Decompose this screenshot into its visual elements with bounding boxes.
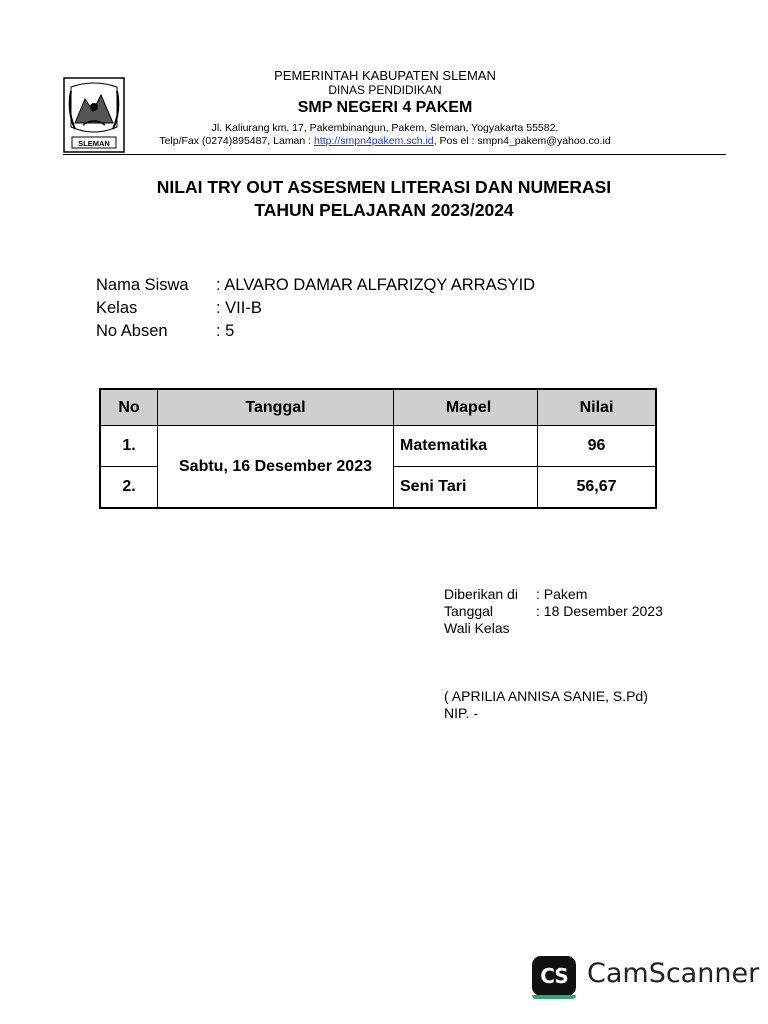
school-contact — [135, 135, 635, 147]
contact-prefix: Telp/Fax (0274)895487, Laman : — [159, 135, 312, 147]
contact-suffix: , Pos el : smpn4_pakem@yahoo.co.id — [433, 135, 611, 147]
date-label: Tanggal — [444, 603, 494, 619]
school-address: Jl. Kaliurang km. 17, Pakembinangun, Pakem, Sleman, Yogyakarta 55582. — [211, 122, 559, 134]
teacher-name: ( APRILIA ANNISA SANIE, S.Pd) — [444, 688, 648, 704]
student-name-label: Nama Siswa — [96, 276, 189, 294]
exam-date: Sabtu, 16 Desember 2023 — [158, 426, 394, 509]
website-link[interactable]: http://smpn4pakem.sch.id — [314, 135, 434, 147]
grades-table — [99, 388, 657, 509]
row-no: 1. — [100, 426, 158, 467]
place-label: Diberikan di — [444, 586, 518, 602]
student-name-value: : ALVARO DAMAR ALFARIZQY ARRASYID — [216, 276, 536, 294]
row-subject: Seni Tari — [394, 467, 538, 509]
class-label: Kelas — [96, 299, 138, 317]
role-label: Wali Kelas — [444, 620, 510, 636]
teacher-nip: NIP. - — [444, 705, 478, 721]
document-title: NILAI TRY OUT ASSESMEN LITERASI DAN NUMERASI — [156, 177, 612, 197]
sleman-emblem-logo — [63, 77, 125, 153]
row-score: 96 — [538, 426, 657, 467]
header-tanggal: Tanggal — [158, 389, 394, 426]
school-name: SMP NEGERI 4 PAKEM — [297, 99, 473, 116]
table-header-row — [100, 389, 656, 426]
class-value: : VII-B — [216, 299, 262, 317]
row-no: 2. — [100, 467, 158, 509]
logo-caption: SLEMAN — [78, 139, 110, 148]
place-value: : Pakem — [536, 586, 588, 602]
header-nilai: Nilai — [538, 389, 657, 426]
department-name: DINAS PENDIDIKAN — [328, 83, 442, 97]
row-subject: Matematika — [394, 426, 538, 467]
row-score: 56,67 — [538, 467, 657, 509]
absen-value: : 5 — [216, 322, 235, 340]
header-mapel: Mapel — [394, 389, 538, 426]
camscanner-logo-icon: CS — [532, 956, 576, 996]
table-row — [100, 426, 656, 467]
document-subtitle: TAHUN PELAJARAN 2023/2024 — [254, 200, 514, 220]
government-name: PEMERINTAH KABUPATEN SLEMAN — [274, 68, 496, 83]
date-value: : 18 Desember 2023 — [536, 603, 663, 619]
header-no: No — [100, 389, 158, 426]
camscanner-watermark-text: CamScanner — [587, 958, 760, 989]
absen-label: No Absen — [96, 322, 168, 340]
letterhead-divider — [63, 154, 726, 155]
